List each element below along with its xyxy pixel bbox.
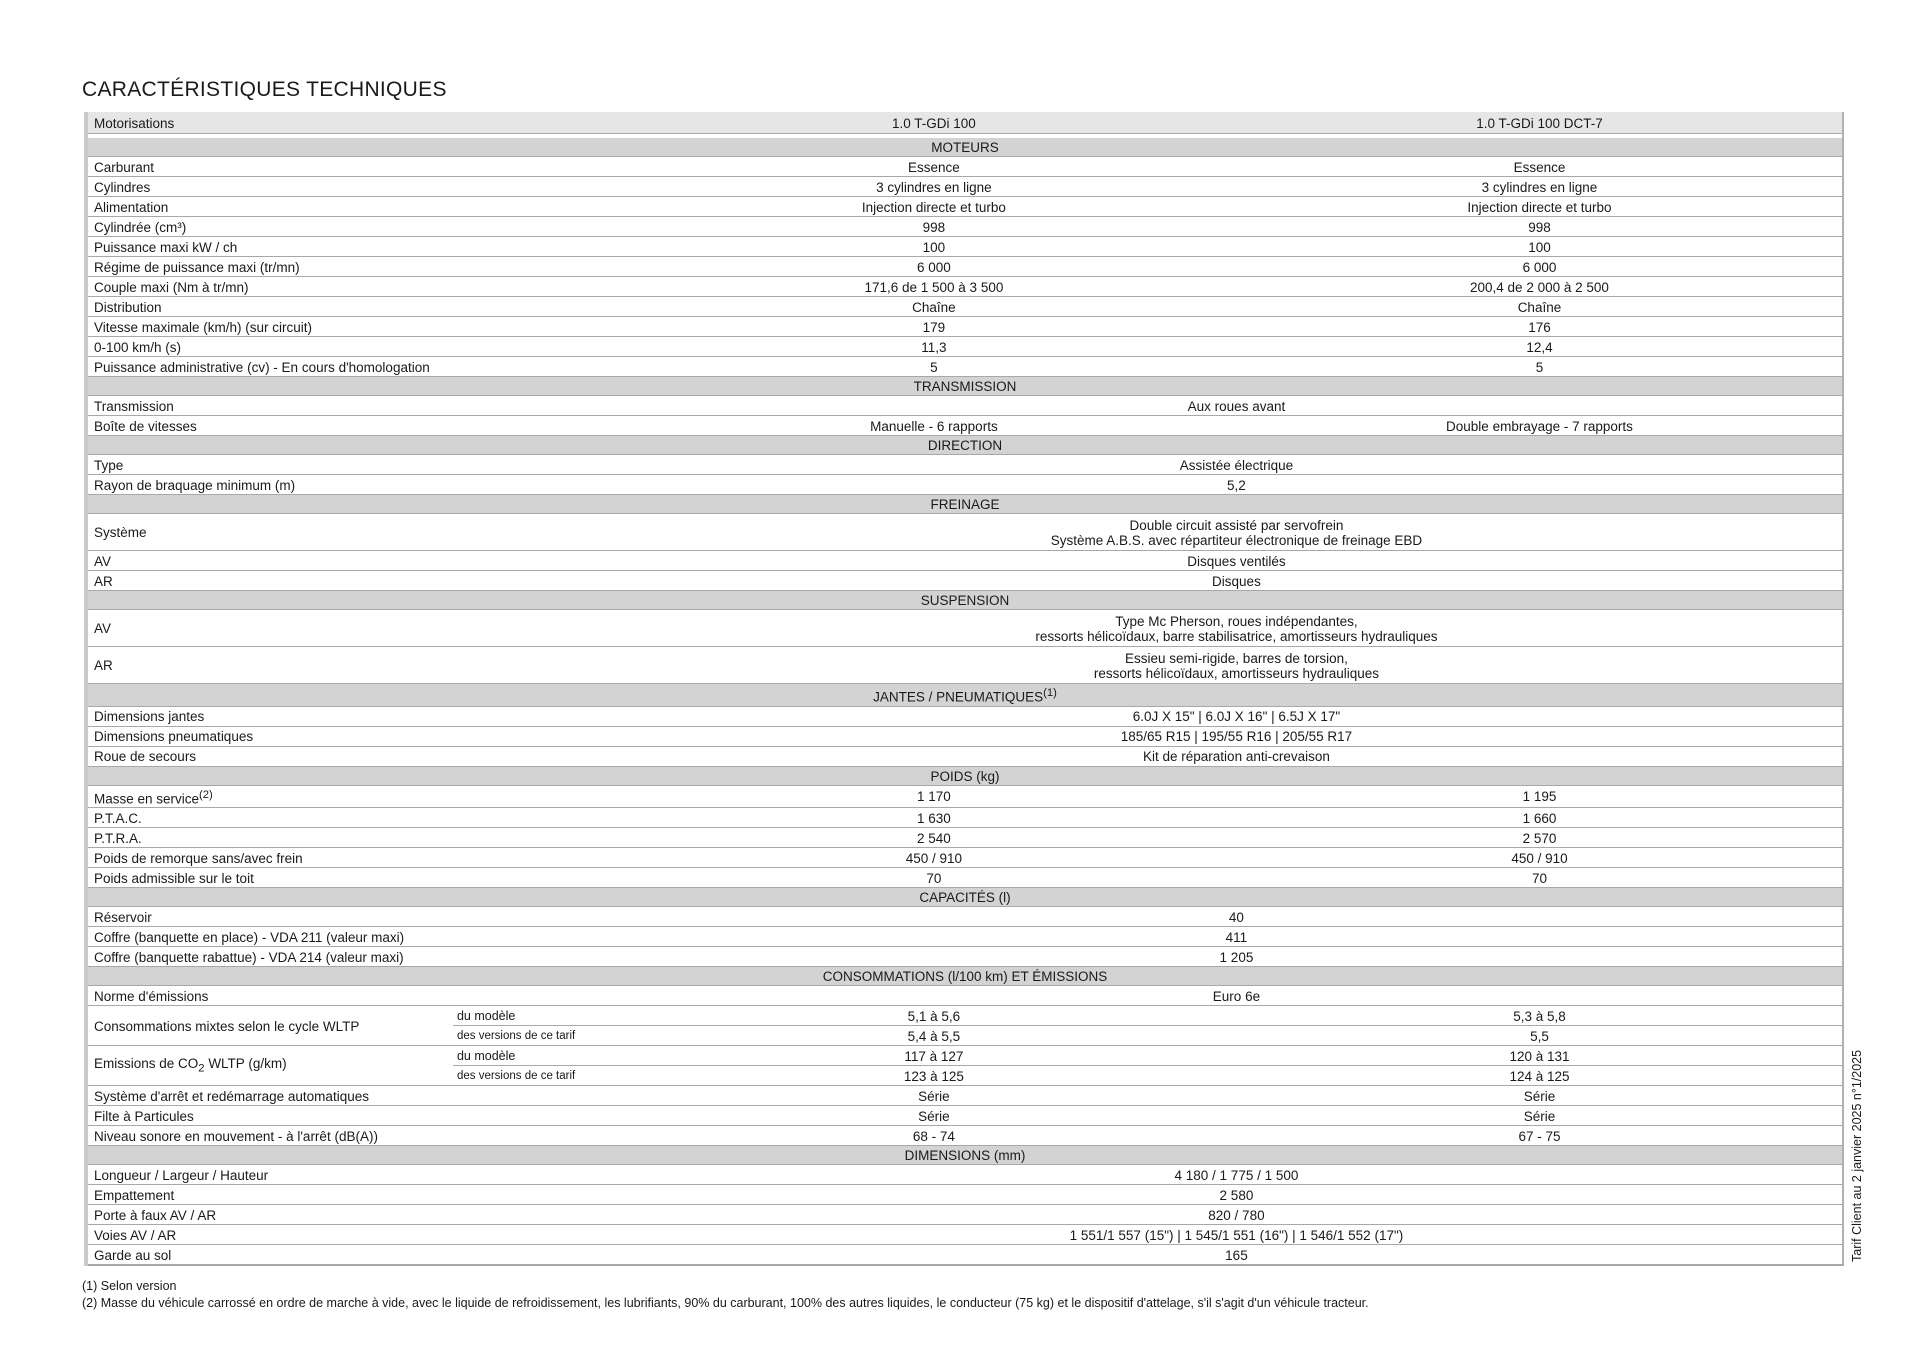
section-header bbox=[86, 888, 1843, 907]
label-text: Poids de remorque sans/avec frein bbox=[94, 850, 303, 866]
section-name: MOTEURS bbox=[931, 140, 999, 155]
spec-label bbox=[86, 986, 631, 1006]
spec-value-shared: 820 / 780 bbox=[631, 1205, 1843, 1225]
label-text: Régime de puissance maxi (tr/mn) bbox=[94, 259, 300, 275]
spec-value-shared: 165 bbox=[631, 1245, 1843, 1266]
side-note: Tarif Client au 2 janvier 2025 n°1/2025 bbox=[1850, 1049, 1864, 1262]
spec-value-model-1: 5 bbox=[631, 357, 1237, 377]
value-line: Essieu semi-rigide, barres de torsion, bbox=[1125, 650, 1348, 666]
section-name: JANTES / PNEUMATIQUES bbox=[873, 689, 1044, 705]
label-text: AV bbox=[94, 621, 112, 636]
section-title bbox=[86, 377, 1843, 396]
label-text: Coffre (banquette rabattue) - VDA 214 (valeur maxi) bbox=[94, 949, 404, 965]
spec-label bbox=[86, 1225, 631, 1245]
value-line: ressorts hélicoïdaux, barre stabilisatrice, amortisseurs hydrauliques bbox=[1035, 628, 1438, 644]
spec-row bbox=[86, 986, 1843, 1006]
spec-value-model-2: Essence bbox=[1237, 157, 1843, 177]
spec-value-shared: 2 580 bbox=[631, 1185, 1843, 1205]
value-line: ressorts hélicoïdaux, amortisseurs hydrauliques bbox=[1093, 665, 1380, 681]
label-text: Cylindrée (cm³) bbox=[94, 219, 187, 235]
spec-value-model-1: 123 à 125 bbox=[631, 1066, 1237, 1086]
section-name: CONSOMMATIONS (l/100 km) ET ÉMISSIONS bbox=[822, 969, 1108, 984]
spec-row bbox=[86, 868, 1843, 888]
spec-row bbox=[86, 514, 1843, 551]
spec-label bbox=[86, 1086, 631, 1106]
spec-value-model-2: 120 à 131 bbox=[1237, 1046, 1843, 1066]
section-title bbox=[86, 138, 1843, 157]
spec-label bbox=[86, 1205, 631, 1225]
section-title bbox=[86, 591, 1843, 610]
spec-value-model-1: 5,4 à 5,5 bbox=[631, 1026, 1237, 1046]
label-text: Longueur / Largeur / Hauteur bbox=[94, 1167, 269, 1183]
spec-row bbox=[86, 396, 1843, 416]
label-text: Filte à Particules bbox=[94, 1108, 194, 1124]
spec-value-model-2: 998 bbox=[1237, 217, 1843, 237]
label-text: P.T.R.A. bbox=[94, 830, 142, 846]
spec-row bbox=[86, 157, 1843, 177]
spec-label bbox=[86, 1185, 631, 1205]
spec-value-shared: 5,2 bbox=[631, 475, 1843, 495]
spec-row bbox=[86, 1046, 1843, 1066]
spec-row bbox=[86, 808, 1843, 828]
spec-row bbox=[86, 706, 1843, 726]
spec-value-model-1: 70 bbox=[631, 868, 1237, 888]
spec-label bbox=[86, 907, 631, 927]
spec-label bbox=[86, 726, 631, 746]
spec-value-model-2: Chaîne bbox=[1237, 297, 1843, 317]
spec-row bbox=[86, 455, 1843, 475]
spec-label bbox=[86, 947, 631, 967]
spec-value-model-2: 100 bbox=[1237, 237, 1843, 257]
spec-row bbox=[86, 828, 1843, 848]
spec-row bbox=[86, 1185, 1843, 1205]
spec-value-shared: 1 551/1 557 (15") | 1 545/1 551 (16") | 1 546/1 552 (17") bbox=[631, 1225, 1843, 1245]
spec-row bbox=[86, 197, 1843, 217]
spec-label bbox=[86, 1046, 453, 1086]
spec-row bbox=[86, 571, 1843, 591]
spec-value-model-2: 67 - 75 bbox=[1237, 1126, 1843, 1146]
spec-label bbox=[86, 357, 631, 377]
label-text: Rayon de braquage minimum (m) bbox=[94, 477, 296, 493]
spec-value-model-1: 11,3 bbox=[631, 337, 1237, 357]
section-name: TRANSMISSION bbox=[913, 379, 1017, 394]
spec-value-model-2: Série bbox=[1237, 1106, 1843, 1126]
spec-row bbox=[86, 746, 1843, 766]
spec-row bbox=[86, 907, 1843, 927]
spec-label bbox=[86, 396, 631, 416]
spec-value-model-1: 1 170 bbox=[631, 785, 1237, 808]
label-text: Consommations mixtes selon le cycle WLTP bbox=[94, 1018, 360, 1034]
spec-value-model-2: 70 bbox=[1237, 868, 1843, 888]
label-text: Coffre (banquette en place) - VDA 211 (valeur maxi) bbox=[94, 929, 405, 945]
label-text: Type bbox=[94, 457, 124, 473]
footnote-1: (1) Selon version bbox=[82, 1279, 177, 1293]
spec-value-model-1: 2 540 bbox=[631, 828, 1237, 848]
section-name: FREINAGE bbox=[930, 497, 1000, 512]
label-text: P.T.A.C. bbox=[94, 810, 142, 826]
spec-value-model-2: 3 cylindres en ligne bbox=[1237, 177, 1843, 197]
spec-row bbox=[86, 177, 1843, 197]
spec-value-shared: 1 205 bbox=[631, 947, 1843, 967]
spec-value-shared: Aux roues avant bbox=[631, 396, 1843, 416]
spec-value-shared: Euro 6e bbox=[631, 986, 1843, 1006]
section-header bbox=[86, 591, 1843, 610]
spec-row bbox=[86, 317, 1843, 337]
spec-value-model-1: Série bbox=[631, 1086, 1237, 1106]
label-text: Emissions de CO bbox=[94, 1055, 199, 1071]
section-title bbox=[86, 436, 1843, 455]
label-text: 0-100 km/h (s) bbox=[94, 339, 182, 355]
page-title: CARACTÉRISTIQUES TECHNIQUES bbox=[82, 78, 447, 101]
spec-label bbox=[86, 257, 631, 277]
spec-label bbox=[86, 785, 631, 808]
spec-table bbox=[84, 112, 1844, 1266]
label-text: Alimentation bbox=[94, 199, 169, 215]
section-header bbox=[86, 1146, 1843, 1165]
label-text: Cylindres bbox=[94, 179, 151, 195]
footnotes bbox=[82, 1278, 1369, 1312]
spec-value-model-1: 117 à 127 bbox=[631, 1046, 1237, 1066]
spec-value-model-2: 5 bbox=[1237, 357, 1843, 377]
spec-sublabel: des versions de ce tarif bbox=[453, 1026, 631, 1046]
spec-label bbox=[86, 1165, 631, 1185]
footnote-marker: (1) bbox=[1043, 687, 1057, 699]
section-name: CAPACITÉS (l) bbox=[919, 890, 1011, 905]
section-title bbox=[86, 495, 1843, 514]
spec-row bbox=[86, 237, 1843, 257]
spec-label bbox=[86, 1245, 631, 1266]
label-text: Niveau sonore en mouvement - à l'arrêt (dB(A)) bbox=[94, 1128, 378, 1144]
label-text: Transmission bbox=[94, 398, 174, 414]
spec-value-model-1: Chaîne bbox=[631, 297, 1237, 317]
value-line: Type Mc Pherson, roues indépendantes, bbox=[1115, 613, 1358, 629]
spec-label bbox=[86, 746, 631, 766]
header-model-1: 1.0 T-GDi 100 bbox=[631, 112, 1237, 134]
spec-label bbox=[86, 1006, 453, 1046]
section-title bbox=[86, 888, 1843, 907]
spec-label bbox=[86, 706, 631, 726]
spec-value-model-1: 998 bbox=[631, 217, 1237, 237]
spec-row bbox=[86, 1225, 1843, 1245]
label-text: Vitesse maximale (km/h) (sur circuit) bbox=[94, 319, 313, 335]
spec-row bbox=[86, 1165, 1843, 1185]
spec-row bbox=[86, 610, 1843, 647]
spec-label bbox=[86, 1106, 631, 1126]
spec-label bbox=[86, 868, 631, 888]
value-line: Double circuit assisté par servofrein bbox=[1129, 517, 1344, 533]
label-text: Roue de secours bbox=[94, 749, 197, 764]
spec-value-shared: Disques bbox=[631, 571, 1843, 591]
spec-row bbox=[86, 217, 1843, 237]
spec-value-model-1: Série bbox=[631, 1106, 1237, 1126]
spec-label bbox=[86, 514, 631, 551]
spec-value-model-1: 6 000 bbox=[631, 257, 1237, 277]
label-text: AR bbox=[94, 573, 113, 589]
header-label: Motorisations bbox=[86, 112, 631, 134]
spec-row bbox=[86, 647, 1843, 684]
spec-value-model-1: 450 / 910 bbox=[631, 848, 1237, 868]
spec-row bbox=[86, 726, 1843, 746]
spec-label bbox=[86, 157, 631, 177]
header-row bbox=[86, 112, 1843, 134]
spec-row bbox=[86, 416, 1843, 436]
spec-label bbox=[86, 927, 631, 947]
spec-value-shared bbox=[631, 610, 1843, 647]
spec-label bbox=[86, 551, 631, 571]
label-text-after: WLTP (g/km) bbox=[204, 1055, 287, 1071]
label-text: Norme d'émissions bbox=[94, 988, 209, 1004]
label-text: Système bbox=[94, 525, 147, 540]
label-text: AR bbox=[94, 658, 113, 673]
spec-value-model-2: 5,5 bbox=[1237, 1026, 1843, 1046]
label-text: Poids admissible sur le toit bbox=[94, 870, 254, 886]
label-text: Distribution bbox=[94, 299, 162, 315]
section-name: DIRECTION bbox=[927, 438, 1003, 453]
spec-value-model-1: 68 - 74 bbox=[631, 1126, 1237, 1146]
spec-label bbox=[86, 455, 631, 475]
label-text: Système d'arrêt et redémarrage automatiques bbox=[94, 1088, 369, 1104]
spec-row bbox=[86, 257, 1843, 277]
label-text: Couple maxi (Nm à tr/mn) bbox=[94, 279, 249, 295]
spec-label bbox=[86, 277, 631, 297]
spec-label bbox=[86, 237, 631, 257]
spec-value-model-2: 2 570 bbox=[1237, 828, 1843, 848]
spec-value-model-1: 100 bbox=[631, 237, 1237, 257]
spec-value-model-1: 5,1 à 5,6 bbox=[631, 1006, 1237, 1026]
spec-sublabel: des versions de ce tarif bbox=[453, 1066, 631, 1086]
spec-row bbox=[86, 1106, 1843, 1126]
spec-row bbox=[86, 277, 1843, 297]
spec-row bbox=[86, 947, 1843, 967]
spec-value-shared: 4 180 / 1 775 / 1 500 bbox=[631, 1165, 1843, 1185]
label-text: AV bbox=[94, 553, 112, 569]
spec-value-model-2: 200,4 de 2 000 à 2 500 bbox=[1237, 277, 1843, 297]
spec-label bbox=[86, 217, 631, 237]
spec-value-model-2: Série bbox=[1237, 1086, 1843, 1106]
section-name: DIMENSIONS (mm) bbox=[904, 1148, 1026, 1163]
section-title bbox=[86, 766, 1843, 785]
label-text: Réservoir bbox=[94, 909, 152, 925]
footnote-2: (2) Masse du véhicule carrossé en ordre de marche à vide, avec le liquide de refroidissement, les lubrifiants, 90% du carburant, 100% des autres liquides, le conducteur (75 kg) et le dispositif d'attelage, s'il s'agit d'un véhicule tracteur. bbox=[82, 1296, 1369, 1310]
spec-label bbox=[86, 808, 631, 828]
label-text: Carburant bbox=[94, 159, 155, 175]
spec-row bbox=[86, 551, 1843, 571]
label-text: Puissance maxi kW / ch bbox=[94, 239, 238, 255]
spec-row bbox=[86, 927, 1843, 947]
spec-value-shared: 6.0J X 15" | 6.0J X 16" | 6.5J X 17" bbox=[631, 706, 1843, 726]
spec-value-model-2: 12,4 bbox=[1237, 337, 1843, 357]
spec-row bbox=[86, 1245, 1843, 1266]
spec-value-shared bbox=[631, 647, 1843, 684]
section-title bbox=[86, 684, 1843, 707]
spec-value-shared: 411 bbox=[631, 927, 1843, 947]
spec-label bbox=[86, 317, 631, 337]
label-text: Dimensions pneumatiques bbox=[94, 729, 254, 744]
section-header bbox=[86, 138, 1843, 157]
section-name: SUSPENSION bbox=[920, 593, 1010, 608]
spec-value-model-1: 179 bbox=[631, 317, 1237, 337]
section-title bbox=[86, 967, 1843, 986]
label-text: Garde au sol bbox=[94, 1247, 172, 1263]
spec-row bbox=[86, 297, 1843, 317]
spec-label bbox=[86, 297, 631, 317]
subscript: 2 bbox=[198, 1062, 205, 1075]
spec-row bbox=[86, 475, 1843, 495]
spec-value-model-2: 450 / 910 bbox=[1237, 848, 1843, 868]
spec-row bbox=[86, 785, 1843, 808]
spec-row bbox=[86, 1126, 1843, 1146]
spec-value-model-2: 124 à 125 bbox=[1237, 1066, 1843, 1086]
section-title bbox=[86, 1146, 1843, 1165]
spec-value-model-1: 1 630 bbox=[631, 808, 1237, 828]
spec-value-model-1: Injection directe et turbo bbox=[631, 197, 1237, 217]
spec-row bbox=[86, 1086, 1843, 1106]
spec-value-model-1: 171,6 de 1 500 à 3 500 bbox=[631, 277, 1237, 297]
spec-value-model-2: 5,3 à 5,8 bbox=[1237, 1006, 1843, 1026]
spec-value-shared: Assistée électrique bbox=[631, 455, 1843, 475]
spec-label bbox=[86, 337, 631, 357]
spec-value-model-1: Manuelle - 6 rapports bbox=[631, 416, 1237, 436]
spec-value-shared bbox=[631, 514, 1843, 551]
section-header bbox=[86, 766, 1843, 785]
spec-label bbox=[86, 177, 631, 197]
spec-value-shared: Disques ventilés bbox=[631, 551, 1843, 571]
spec-row bbox=[86, 357, 1843, 377]
spec-sublabel: du modèle bbox=[453, 1046, 631, 1066]
section-header bbox=[86, 436, 1843, 455]
spec-label bbox=[86, 828, 631, 848]
section-header bbox=[86, 495, 1843, 514]
section-name: POIDS (kg) bbox=[930, 768, 1000, 784]
spec-value-model-1: 3 cylindres en ligne bbox=[631, 177, 1237, 197]
spec-label bbox=[86, 475, 631, 495]
header-model-2: 1.0 T-GDi 100 DCT-7 bbox=[1237, 112, 1843, 134]
spec-value-model-1: Essence bbox=[631, 157, 1237, 177]
spec-label bbox=[86, 197, 631, 217]
label-text: Voies AV / AR bbox=[94, 1227, 177, 1243]
spec-label bbox=[86, 848, 631, 868]
spec-value-model-2: 6 000 bbox=[1237, 257, 1843, 277]
spec-label bbox=[86, 1126, 631, 1146]
label-text: Porte à faux AV / AR bbox=[94, 1207, 217, 1223]
spec-value-shared: 185/65 R15 | 195/55 R16 | 205/55 R17 bbox=[631, 726, 1843, 746]
spec-label bbox=[86, 571, 631, 591]
label-text: Empattement bbox=[94, 1187, 175, 1203]
spec-sublabel: du modèle bbox=[453, 1006, 631, 1026]
spec-value-shared: 40 bbox=[631, 907, 1843, 927]
section-header bbox=[86, 967, 1843, 986]
spec-value-model-2: 1 660 bbox=[1237, 808, 1843, 828]
section-header bbox=[86, 684, 1843, 707]
value-line: Système A.B.S. avec répartiteur électronique de freinage EBD bbox=[1050, 532, 1423, 548]
spec-value-model-2: Double embrayage - 7 rapports bbox=[1237, 416, 1843, 436]
footnote-marker: (2) bbox=[199, 788, 213, 801]
spec-value-model-2: Injection directe et turbo bbox=[1237, 197, 1843, 217]
spec-row bbox=[86, 848, 1843, 868]
spec-row bbox=[86, 1205, 1843, 1225]
label-text: Masse en service bbox=[94, 791, 200, 806]
spec-row bbox=[86, 1006, 1843, 1026]
spec-label bbox=[86, 647, 631, 684]
spec-value-model-2: 1 195 bbox=[1237, 785, 1843, 808]
spec-row bbox=[86, 337, 1843, 357]
label-text: Boîte de vitesses bbox=[94, 418, 197, 434]
spec-label bbox=[86, 416, 631, 436]
label-text: Dimensions jantes bbox=[94, 709, 205, 724]
section-header bbox=[86, 377, 1843, 396]
label-text: Puissance administrative (cv) - En cours d'homologation bbox=[94, 359, 430, 375]
spec-value-shared: Kit de réparation anti-crevaison bbox=[631, 746, 1843, 766]
spec-label bbox=[86, 610, 631, 647]
spec-value-model-2: 176 bbox=[1237, 317, 1843, 337]
